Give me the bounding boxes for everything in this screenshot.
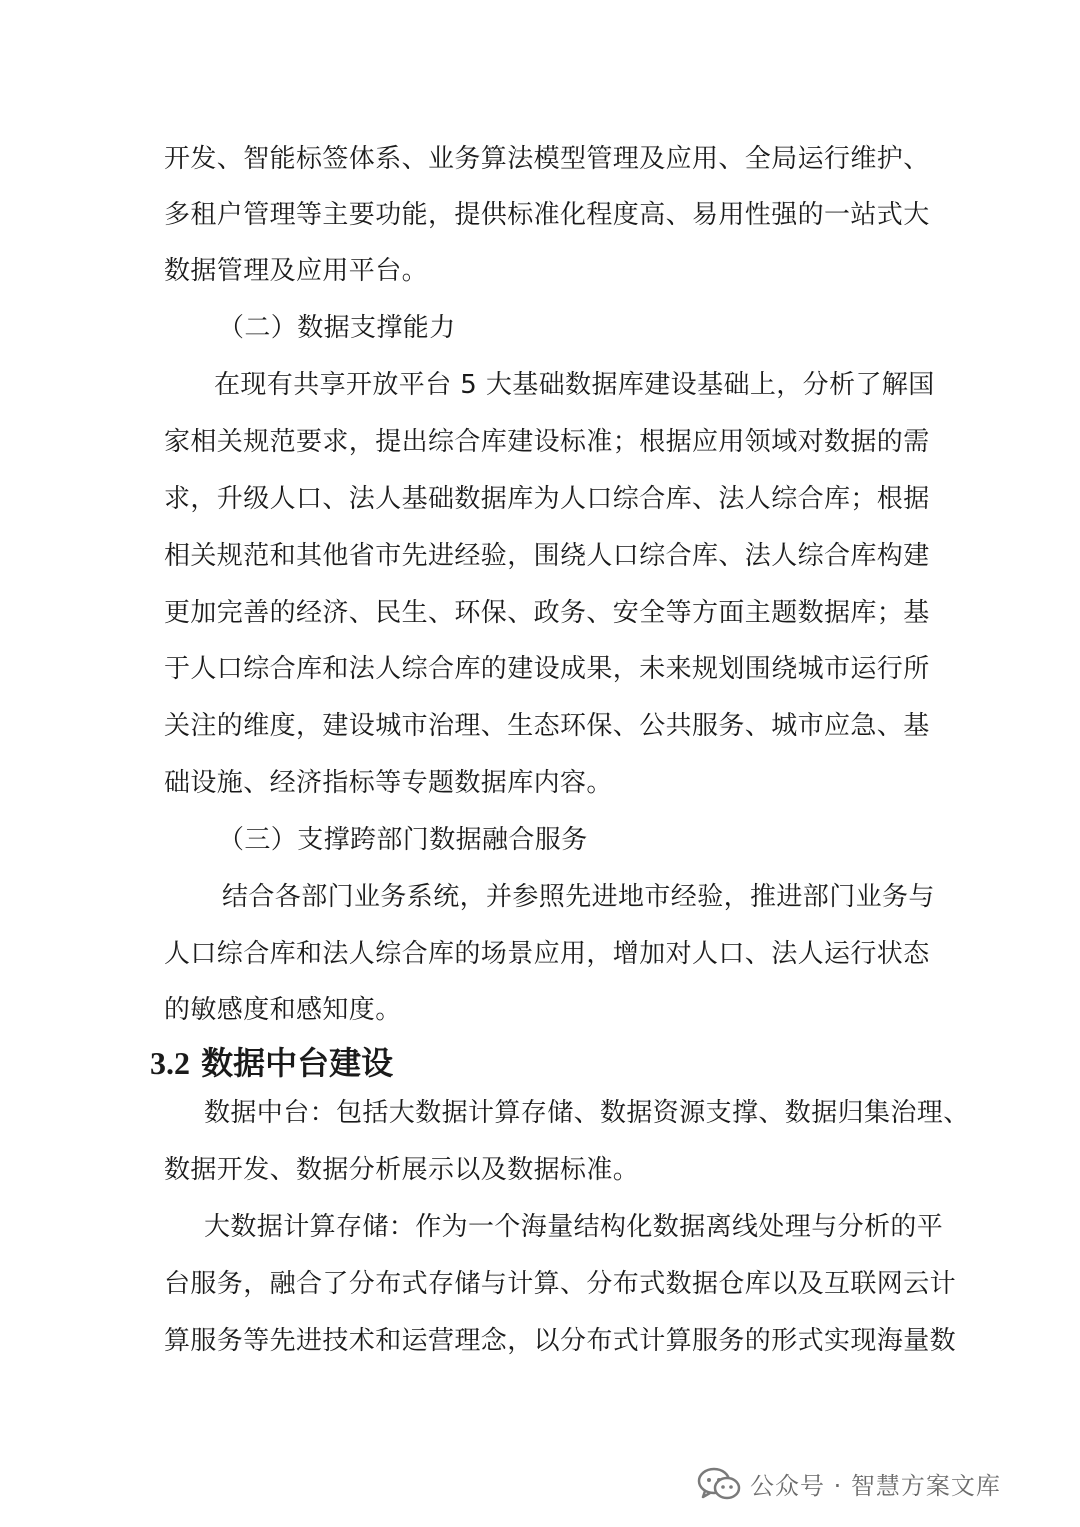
subheading-2: （二）数据支撑能力 xyxy=(218,313,456,343)
text-line: 数据中台：包括大数据计算存储、数据资源支撑、数据归集治理、 xyxy=(204,1098,970,1128)
section-title: 数据中台建设 xyxy=(201,1044,394,1082)
text-line: 更加完善的经济、民生、环保、政务、安全等方面主题数据库；基 xyxy=(164,598,930,628)
text-line: 多租户管理等主要功能，提供标准化程度高、易用性强的一站式大 xyxy=(164,200,930,230)
section-number: 3.2 xyxy=(150,1045,190,1081)
text-line: 数据管理及应用平台。 xyxy=(164,256,429,286)
text-line: 家相关规范要求，提出综合库建设标准；根据应用领域对数据的需 xyxy=(164,427,930,457)
text-line: 关注的维度，建设城市治理、生态环保、公共服务、城市应急、基 xyxy=(164,711,930,741)
text-line: 求，升级人口、法人基础数据库为人口综合库、法人综合库；根据 xyxy=(164,484,930,514)
text-line: 人口综合库和法人综合库的场景应用，增加对人口、法人运行状态 xyxy=(164,939,930,969)
section-heading xyxy=(150,1043,393,1083)
text-line: 算服务等先进技术和运营理念，以分布式计算服务的形式实现海量数 xyxy=(164,1326,957,1356)
text-line: 的敏感度和感知度。 xyxy=(164,995,402,1025)
text-line: 结合各部门业务系统，并参照先进地市经验，推进部门业务与 xyxy=(222,882,935,912)
subheading-3: （三）支撑跨部门数据融合服务 xyxy=(218,825,588,855)
text-line: 础设施、经济指标等专题数据库内容。 xyxy=(164,768,613,798)
wechat-icon xyxy=(696,1467,742,1501)
text-line: 于人口综合库和法人综合库的建设成果，未来规划围绕城市运行所 xyxy=(164,654,930,684)
watermark-text: 公众号 · 智慧方案文库 xyxy=(750,1472,1001,1500)
text-line: 在现有共享开放平台 5 大基础数据库建设基础上，分析了解国 xyxy=(214,370,935,400)
text-line: 大数据计算存储：作为一个海量结构化数据离线处理与分析的平 xyxy=(204,1212,944,1242)
text-line: 数据开发、数据分析展示以及数据标准。 xyxy=(164,1155,640,1185)
text-line: 开发、智能标签体系、业务算法模型管理及应用、全局运行维护、 xyxy=(164,144,930,174)
text-line: 相关规范和其他省市先进经验，围绕人口综合库、法人综合库构建 xyxy=(164,541,930,571)
watermark xyxy=(696,1466,1001,1501)
text-line: 台服务，融合了分布式存储与计算、分布式数据仓库以及互联网云计 xyxy=(164,1269,957,1299)
